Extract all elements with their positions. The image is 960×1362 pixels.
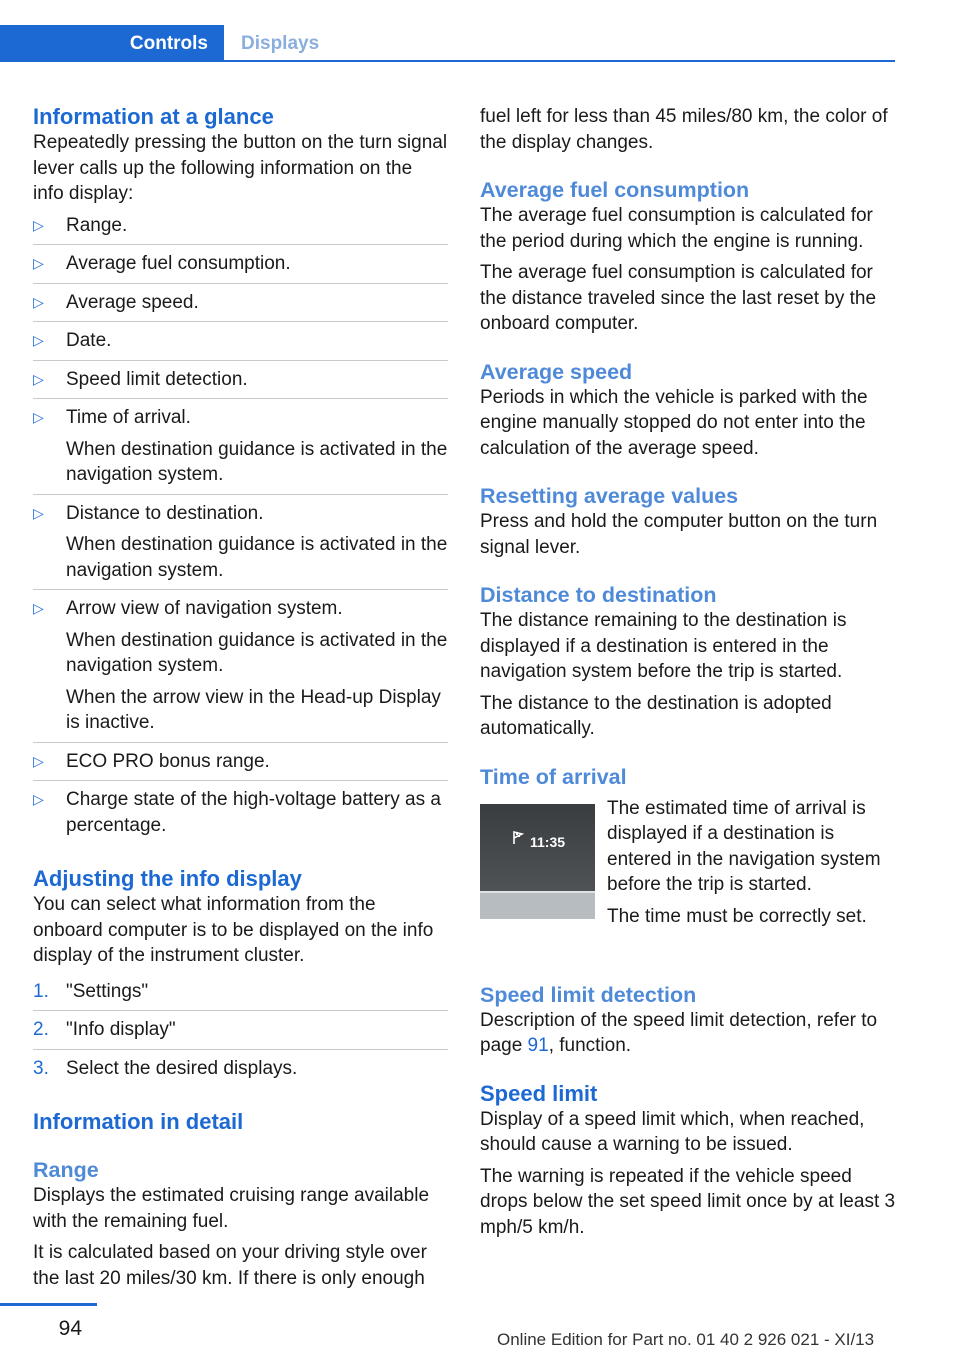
glance-item-label: Time of arrival. bbox=[66, 407, 191, 428]
section-speedlimit bbox=[480, 1081, 900, 1241]
step-text: "Info display" bbox=[66, 1019, 176, 1040]
display-band bbox=[480, 893, 595, 919]
bullet-triangle-icon: ▷ bbox=[33, 216, 44, 233]
section-distance bbox=[480, 582, 900, 742]
glance-item-label: Charge state of the high-voltage battery as a percentage. bbox=[66, 789, 441, 836]
glance-item-label: Range. bbox=[66, 214, 128, 236]
glance-item bbox=[33, 405, 448, 495]
section-reset bbox=[480, 483, 900, 560]
heading-glance: Information at a glance bbox=[33, 104, 274, 129]
bullet-triangle-icon: ▷ bbox=[33, 791, 44, 807]
arrival-p2: The time must be correctly set. bbox=[607, 905, 867, 927]
heading-detail: Information in detail bbox=[33, 1109, 244, 1134]
glance-item bbox=[33, 251, 448, 284]
section-avg-fuel bbox=[480, 177, 900, 337]
arrival-text bbox=[607, 796, 899, 930]
page-link[interactable]: 91 bbox=[527, 1035, 549, 1056]
heading-distance: Distance to destination bbox=[480, 583, 717, 607]
avg-speed-p: Periods in which the vehicle is parked with the engine manually stopped do not enter into the calculation of the average speed. bbox=[480, 386, 868, 459]
glance-item-label: ECO PRO bonus range. bbox=[66, 750, 270, 772]
distance-p1: The distance remaining to the destination is displayed if a destination is entered in the navigation system before the trip is started. bbox=[480, 610, 847, 682]
glance-item bbox=[33, 501, 448, 591]
distance-p2: The distance to the destination is adopted automatically. bbox=[480, 692, 832, 739]
right-column bbox=[480, 104, 900, 1240]
step-number: 2. bbox=[33, 1019, 49, 1040]
glance-intro: Repeatedly pressing the button on the turn signal lever calls up the following information on the info display: bbox=[33, 132, 448, 204]
tab-controls[interactable]: Controls bbox=[0, 25, 224, 62]
heading-avg-speed: Average speed bbox=[480, 359, 633, 384]
heading-avg-fuel: Average fuel consumption bbox=[480, 178, 750, 202]
bullet-triangle-icon: ▷ bbox=[33, 600, 44, 616]
speedlimit-p2: The warning is repeated if the vehicle speed drops below the set speed limit once by at least 3 mph/5 km/h. bbox=[480, 1165, 896, 1238]
avg-fuel-p1: The average fuel consumption is calculated for the period during which the engine is running. bbox=[480, 205, 873, 252]
arrival-clock: 11:35 bbox=[530, 833, 566, 850]
glance-item bbox=[33, 749, 448, 782]
heading-speedlimit: Speed limit bbox=[480, 1080, 598, 1106]
glance-item bbox=[33, 596, 448, 743]
destination-flag-icon bbox=[511, 831, 525, 845]
edition-note: Online Edition for Part no. 01 40 2 926 021 - XI/13 bbox=[497, 1330, 875, 1349]
range-p1: Displays the estimated cruising range available with the remaining fuel. bbox=[33, 1185, 430, 1232]
adjust-step bbox=[33, 1056, 448, 1088]
step-text: Select the desired displays. bbox=[66, 1057, 298, 1079]
section-avg-speed bbox=[480, 359, 900, 462]
heading-reset: Resetting average values bbox=[480, 484, 739, 508]
speedlimit-detection-p bbox=[480, 1008, 900, 1059]
glance-item bbox=[33, 290, 448, 323]
glance-item-label: Arrow view of navigation system. bbox=[66, 598, 343, 619]
arrival-display-image bbox=[480, 804, 595, 919]
footer-rule bbox=[0, 1303, 97, 1306]
glance-item-label: Date. bbox=[66, 330, 112, 351]
avg-fuel-p2: The average fuel consumption is calculated for the distance traveled since the last reset by the onboard computer. bbox=[480, 262, 877, 334]
glance-item bbox=[33, 328, 448, 361]
left-column bbox=[33, 104, 448, 1291]
range-p2: It is calculated based on your driving style over the last 20 miles/30 km. If there is only enough bbox=[33, 1242, 427, 1289]
glance-item-label: Average fuel consumption. bbox=[66, 253, 291, 274]
glance-item bbox=[33, 367, 448, 400]
heading-range: Range bbox=[33, 1158, 99, 1182]
glance-item-note: When the arrow view in the Head-up Display is inactive. bbox=[66, 686, 441, 733]
section-detail bbox=[33, 1109, 448, 1135]
step-text: "Settings" bbox=[66, 980, 149, 1002]
speedlimit-detection-text-after: , function. bbox=[548, 1035, 632, 1056]
bullet-triangle-icon: ▷ bbox=[33, 409, 44, 425]
adjust-steps bbox=[33, 979, 448, 1088]
adjust-step bbox=[33, 1017, 448, 1050]
heading-speedlimit-detection: Speed limit detection bbox=[480, 982, 697, 1007]
arrival-p1: The estimated time of arrival is displayed if a destination is entered in the navigation system before the trip is started. bbox=[607, 797, 881, 895]
bullet-triangle-icon: ▷ bbox=[33, 293, 44, 310]
glance-item bbox=[33, 787, 448, 844]
range-continued: fuel left for less than 45 miles/80 km, the color of the display changes. bbox=[480, 106, 888, 153]
page-header bbox=[0, 25, 895, 62]
section-range bbox=[33, 1157, 448, 1291]
reset-p: Press and hold the computer button on the turn signal lever. bbox=[480, 511, 878, 558]
page-number: 94 bbox=[58, 1317, 82, 1340]
glance-item-note: When destination guidance is activated in the navigation system. bbox=[66, 534, 448, 581]
speedlimit-p1: Display of a speed limit which, when reached, should cause a warning to be issued. bbox=[480, 1108, 865, 1155]
tab-displays[interactable]: Displays bbox=[241, 32, 320, 54]
adjust-intro: You can select what information from the onboard computer is to be displayed on the info display of the instrument cluster. bbox=[33, 894, 434, 966]
bullet-triangle-icon: ▷ bbox=[33, 332, 44, 348]
section-arrival bbox=[480, 764, 900, 974]
glance-item bbox=[33, 213, 448, 246]
glance-item-label: Average speed. bbox=[66, 291, 199, 313]
glance-item-note: When destination guidance is activated in the navigation system. bbox=[66, 438, 448, 485]
bullet-triangle-icon: ▷ bbox=[33, 255, 44, 271]
step-number: 1. bbox=[33, 980, 49, 1002]
heading-adjust: Adjusting the info display bbox=[33, 866, 302, 891]
glance-item-label: Speed limit detection. bbox=[66, 368, 248, 390]
glance-item-note: When destination guidance is activated in the navigation system. bbox=[66, 629, 448, 676]
step-number: 3. bbox=[33, 1057, 49, 1079]
glance-list bbox=[33, 213, 448, 845]
section-adjust bbox=[33, 866, 448, 1087]
heading-arrival: Time of arrival bbox=[480, 764, 627, 789]
bullet-triangle-icon: ▷ bbox=[33, 370, 44, 387]
bullet-triangle-icon: ▷ bbox=[33, 504, 44, 521]
adjust-step bbox=[33, 979, 448, 1012]
section-glance bbox=[33, 104, 448, 844]
speedlimit-detection-text-before: Description of the speed limit detection, refer to page bbox=[480, 1009, 878, 1056]
glance-item-label: Distance to destination. bbox=[66, 502, 264, 524]
bullet-triangle-icon: ▷ bbox=[33, 752, 44, 769]
arrival-block bbox=[480, 796, 900, 974]
section-speedlimit-detection bbox=[480, 982, 900, 1059]
